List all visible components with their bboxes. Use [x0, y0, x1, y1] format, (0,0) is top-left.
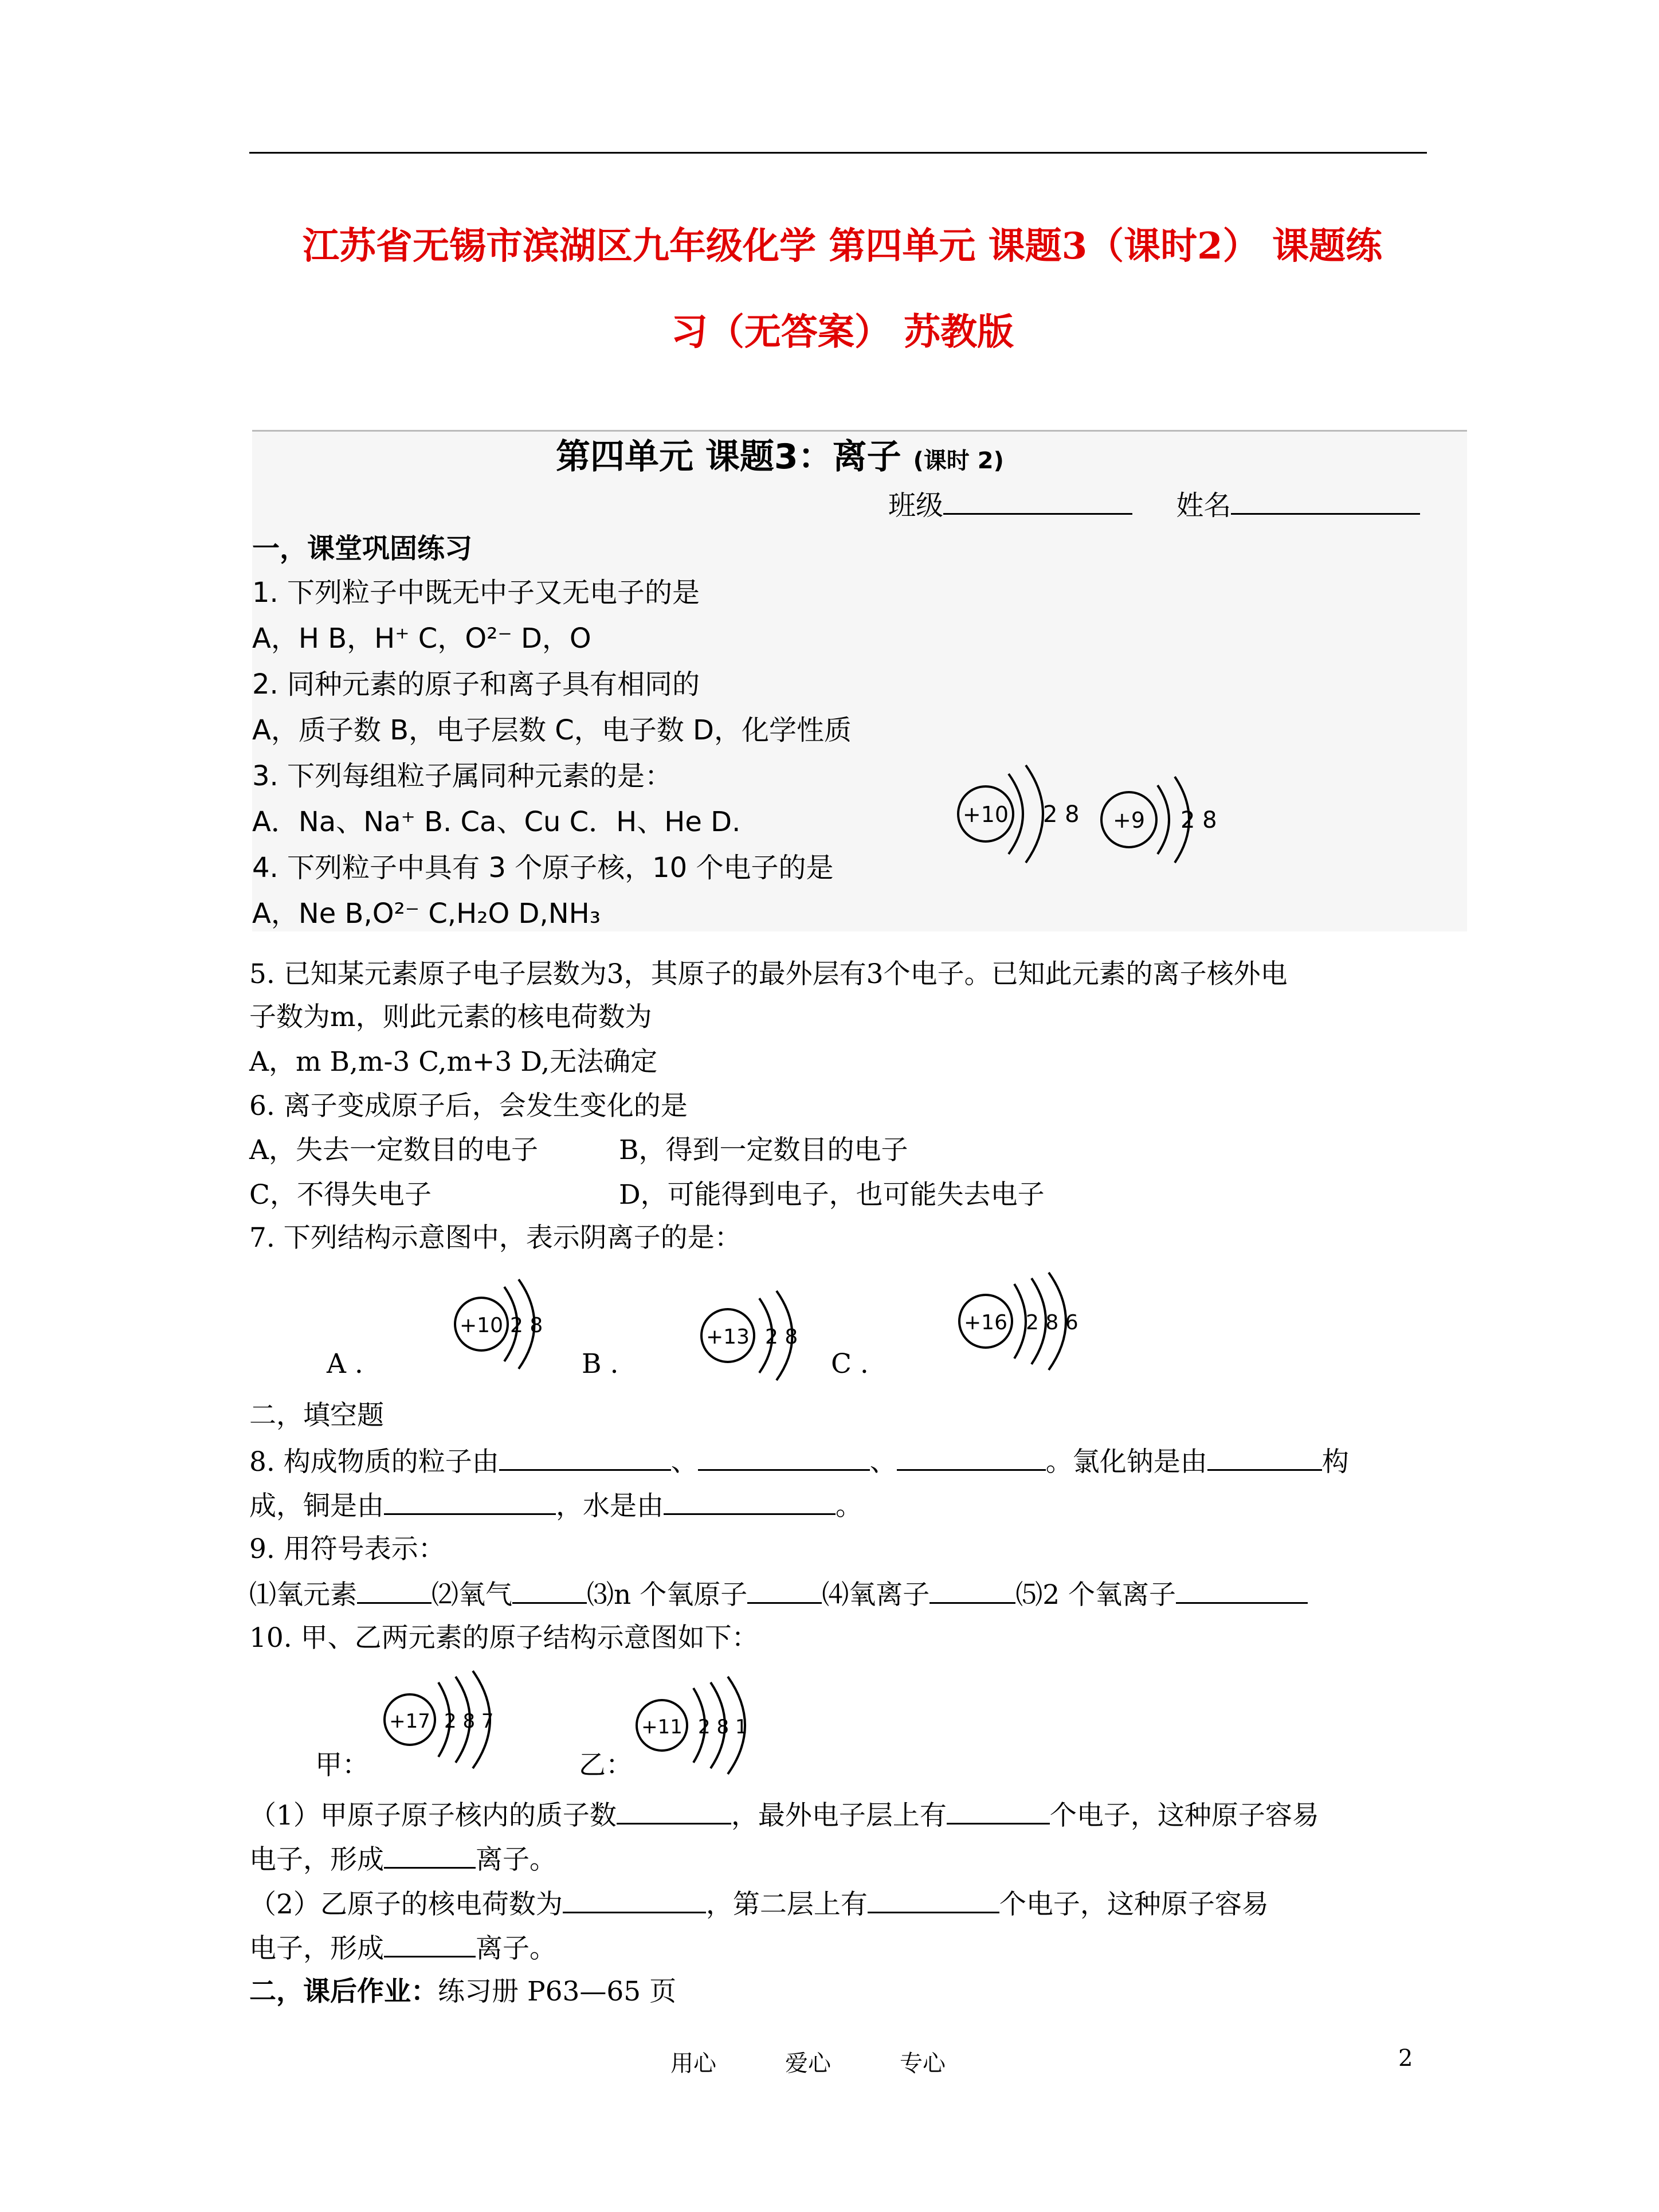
q9-blank-5[interactable]: [1176, 1576, 1308, 1604]
embedded-section1: 一，课堂巩固练习: [252, 533, 473, 565]
q6-optC: C，不得失电子: [249, 1179, 432, 1211]
q2-text: 2. 同种元素的原子和离子具有相同的: [252, 668, 700, 700]
shell-arc: [1158, 785, 1169, 854]
q8-sep: 、: [869, 1446, 897, 1478]
nucleus-label: +9: [1112, 808, 1146, 833]
homework-label: 二，课后作业：: [249, 1976, 438, 2007]
q7-text: 7. 下列结构示意图中，表示阴离子的是：: [249, 1222, 742, 1254]
q10-p1-d: 电子，形成: [249, 1844, 384, 1876]
q10-p2-c: 个电子，这种原子容易: [999, 1889, 1269, 1920]
footer-motto-2: 爱心: [785, 2050, 831, 2077]
shell-electrons: 2 8: [1180, 807, 1217, 833]
nucleus-label: +13: [706, 1325, 750, 1349]
q1-text: 1. 下列粒子中既无中子又无电子的是: [252, 577, 700, 609]
q4-options: A，Ne B,O²⁻ C,H₂O D,NH₃: [252, 898, 601, 930]
nucleus-label: +11: [641, 1716, 683, 1739]
q8-blank-1[interactable]: [499, 1443, 671, 1471]
homework-text: 练习册 P63—65 页: [438, 1976, 677, 2007]
name-blank[interactable]: [1231, 487, 1420, 515]
q10-part1-line2: [249, 1841, 556, 1877]
q10-part2-line1: [249, 1886, 1269, 1922]
nucleus-label: +16: [964, 1311, 1007, 1334]
q8-text-d: 成，铜是由: [249, 1490, 384, 1522]
shell-electrons: 2 8 1: [698, 1716, 748, 1739]
q10-part2-line2: [249, 1930, 556, 1966]
q9-blank-3[interactable]: [747, 1576, 822, 1604]
class-label: 班级: [888, 490, 944, 522]
shell-electrons: 2 8: [765, 1325, 798, 1349]
embedded-heading-text: 第四单元 课题3：离子: [556, 437, 901, 477]
document-title-line1: 江苏省无锡市滨湖区九年级化学 第四单元 课题3（课时2） 课题练: [303, 225, 1382, 268]
embedded-diagram-b: [1089, 762, 1238, 871]
shell-electrons: 2 8 6: [1026, 1311, 1078, 1334]
q8-text-e: ，水是由: [556, 1490, 664, 1522]
footer-motto-3: 专心: [900, 2050, 946, 2077]
q9-item-2: ⑵氧气: [432, 1579, 512, 1611]
q10-p2-blank-1[interactable]: [563, 1886, 706, 1913]
shell-electrons: 2 8: [510, 1314, 543, 1337]
document-title-line2: 习（无答案） 苏教版: [670, 311, 1014, 354]
q7-label-a: A .: [327, 1348, 363, 1380]
embedded-diagram-a: [946, 757, 1095, 871]
shell-electrons: 2 8: [1043, 801, 1080, 828]
q10-p1-e: 离子。: [476, 1844, 556, 1876]
q8-blank-6[interactable]: [664, 1487, 836, 1515]
q8-blank-4[interactable]: [1207, 1443, 1322, 1471]
footer-motto-1: 用心: [670, 2050, 716, 2077]
q9-blank-4[interactable]: [929, 1576, 1015, 1604]
q6-optA: A，失去一定数目的电子: [249, 1134, 538, 1166]
q7-diagram-b: [693, 1284, 831, 1393]
q10-diagram-yi: [630, 1674, 791, 1783]
name-label: 姓名: [1176, 490, 1231, 522]
q5-line2: 子数为m，则此元素的核电荷数为: [249, 1001, 652, 1033]
q5-line1: 5. 已知某元素原子电子层数为3，其原子的最外层有3个电子。已知此元素的离子核外电: [249, 958, 1288, 990]
q10-p1-b: ，最外电子层上有: [731, 1800, 947, 1831]
q9-blank-2[interactable]: [512, 1576, 587, 1604]
shell-electrons: 2 8 7: [444, 1710, 494, 1733]
q10-diagram-jia: [378, 1668, 539, 1777]
q4-text: 4. 下列粒子中具有 3 个原子核，10 个电子的是: [252, 852, 834, 884]
nucleus-label: +10: [460, 1314, 503, 1337]
q2-options: A，质子数 B，电子层数 C，电子数 D，化学性质: [252, 714, 852, 746]
q8-blank-3[interactable]: [897, 1443, 1046, 1471]
shell-arc: [1009, 774, 1023, 854]
q10-p2-b: ，第二层上有: [705, 1889, 868, 1920]
header-rule: [249, 152, 1427, 154]
q9-item-4: ⑷氧离子: [822, 1579, 930, 1611]
embedded-top-border: [252, 430, 1467, 432]
q10-text: 10. 甲、乙两元素的原子结构示意图如下：: [249, 1622, 759, 1654]
q10-p2-blank-3[interactable]: [384, 1930, 476, 1957]
class-blank[interactable]: [943, 487, 1132, 515]
q7-label-b: B .: [582, 1348, 619, 1380]
q6-text: 6. 离子变成原子后，会发生变化的是: [249, 1090, 688, 1122]
q9-blank-1[interactable]: [357, 1576, 432, 1604]
q10-p1-blank-2[interactable]: [947, 1797, 1050, 1825]
q9-item-5: ⑸2 个氧离子: [1015, 1579, 1176, 1611]
homework-line: [249, 1975, 676, 2009]
q9-item-1: ⑴氧元素: [249, 1579, 357, 1611]
nucleus-label: +17: [389, 1710, 430, 1733]
class-name-line: [888, 487, 1420, 522]
q8-blank-2[interactable]: [698, 1443, 870, 1471]
q8-sep: 、: [670, 1446, 698, 1478]
q10-label-jia: 甲：: [315, 1749, 369, 1781]
section2-heading: 二，填空题: [249, 1400, 384, 1431]
q10-p2-a: （2）乙原子的核电荷数为: [249, 1889, 563, 1920]
q10-label-yi: 乙：: [579, 1749, 633, 1781]
shell-arc: [1014, 1284, 1026, 1358]
q10-p1-blank-1[interactable]: [617, 1797, 731, 1825]
q8-text-c: 构: [1321, 1446, 1349, 1478]
q9-text: 9. 用符号表示：: [249, 1533, 445, 1565]
q8-line2: [249, 1487, 862, 1524]
q7-diagram-c: [951, 1270, 1117, 1379]
q10-p1-a: （1）甲原子原子核内的质子数: [249, 1800, 617, 1831]
q5-options: A，m B,m-3 C,m+3 D,无法确定: [249, 1046, 658, 1078]
q10-part1-line1: [249, 1797, 1319, 1833]
embedded-worksheet-image: [252, 430, 1467, 931]
q8-text-f: 。: [836, 1490, 862, 1522]
q7-label-c: C .: [831, 1348, 869, 1380]
q6-optB: B，得到一定数目的电子: [619, 1134, 908, 1166]
q9-item-3: ⑶n 个氧原子: [587, 1579, 748, 1611]
q8-line1: [249, 1443, 1349, 1479]
q10-p2-d: 电子，形成: [249, 1933, 384, 1964]
shell-arc: [1026, 765, 1043, 863]
embedded-heading-small: (课时 2): [913, 448, 1004, 474]
q3-text: 3. 下列每组粒子属同种元素的是：: [252, 760, 673, 792]
q10-p2-e: 离子。: [476, 1933, 556, 1964]
q7-diagram-a: [447, 1273, 573, 1381]
page-number: 2: [1398, 2045, 1413, 2072]
q8-text-b: 。氯化钠是由: [1045, 1446, 1207, 1478]
q3-options: A．Na、Na⁺ B. Ca、Cu C．H、He D.: [252, 806, 741, 838]
q10-p1-c: 个电子，这种原子容易: [1049, 1800, 1319, 1831]
q9-items: [249, 1576, 1308, 1612]
nucleus-label: +10: [962, 802, 1009, 827]
q1-options: A，H B，H⁺ C，O²⁻ D，O: [252, 623, 591, 655]
q8-blank-5[interactable]: [384, 1487, 556, 1515]
q10-p1-blank-3[interactable]: [384, 1841, 476, 1869]
q6-optD: D，可能得到电子，也可能失去电子: [619, 1179, 1045, 1211]
q8-text-a: 8. 构成物质的粒子由: [249, 1446, 499, 1478]
embedded-heading: [556, 437, 1004, 477]
q10-p2-blank-2[interactable]: [868, 1886, 999, 1913]
